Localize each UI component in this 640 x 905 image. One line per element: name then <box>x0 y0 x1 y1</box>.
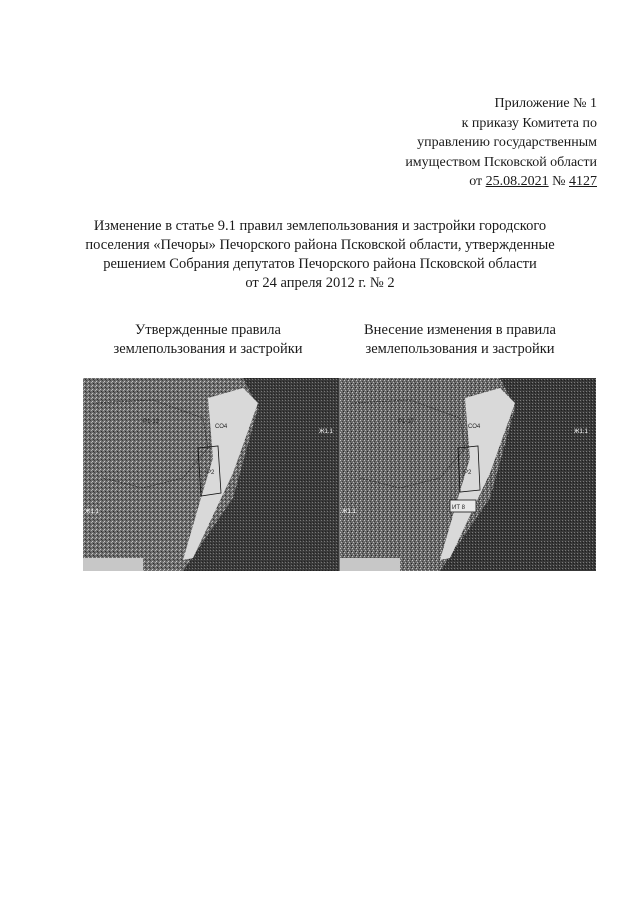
appendix-line-1: Приложение № 1 <box>494 96 597 111</box>
map-border-strip <box>83 558 143 571</box>
title-line-1: Изменение в статье 9.1 правил землепользования и застройки городского <box>93 218 547 234</box>
zone-label: Р1-17 <box>398 419 415 425</box>
map-approved-svg <box>83 378 339 571</box>
zone-label: Р2 <box>207 470 215 476</box>
zone-label: СО4 <box>215 424 228 430</box>
approved-rules-heading <box>83 321 333 359</box>
zone-label: Ж1.1 <box>319 429 333 435</box>
appendix-line-2: к приказу Комитета по <box>461 115 597 131</box>
map-comparison <box>83 378 596 571</box>
map-amended-svg <box>340 378 596 571</box>
number-prefix: № <box>552 174 566 189</box>
title-line-3: решением Собрания депутатов Печорского района Псковской области <box>103 256 537 272</box>
order-number: 4127 <box>569 174 597 189</box>
approved-rules-line-1: Утвержденные правила <box>135 322 281 338</box>
approved-rules-line-2: землепользования и застройки <box>113 341 303 357</box>
zone-label: Ж1.1 <box>85 509 99 515</box>
order-date: 25.08.2021 <box>485 174 549 189</box>
appendix-line-3: управлению государственным <box>417 135 597 150</box>
date-prefix: от <box>469 174 483 189</box>
zone-label: СО4 <box>468 424 481 430</box>
zone-label: Р2 <box>464 470 472 476</box>
title-line-4: от 24 апреля 2012 г. № 2 <box>245 275 395 291</box>
zone-label: Ж1.1 <box>342 509 356 515</box>
zone-label: Ж1.1 <box>574 429 588 435</box>
zone-label: ИТ 8 <box>452 505 465 511</box>
appendix-date-line <box>405 172 597 192</box>
appendix-block <box>405 94 597 192</box>
amended-rules-line-1: Внесение изменения в правила <box>364 322 556 338</box>
map-amended <box>339 378 596 571</box>
map-approved <box>83 378 339 571</box>
appendix-line-4: имуществом Псковской области <box>405 154 597 170</box>
amended-rules-line-2: землепользования и застройки <box>365 341 555 357</box>
map-border-strip <box>340 558 400 571</box>
zone-label: Р1-12 <box>143 419 160 425</box>
amended-rules-heading <box>335 321 585 359</box>
document-title <box>60 217 580 293</box>
title-line-2: поселения «Печоры» Печорского района Псковской области, утвержденные <box>85 237 555 253</box>
